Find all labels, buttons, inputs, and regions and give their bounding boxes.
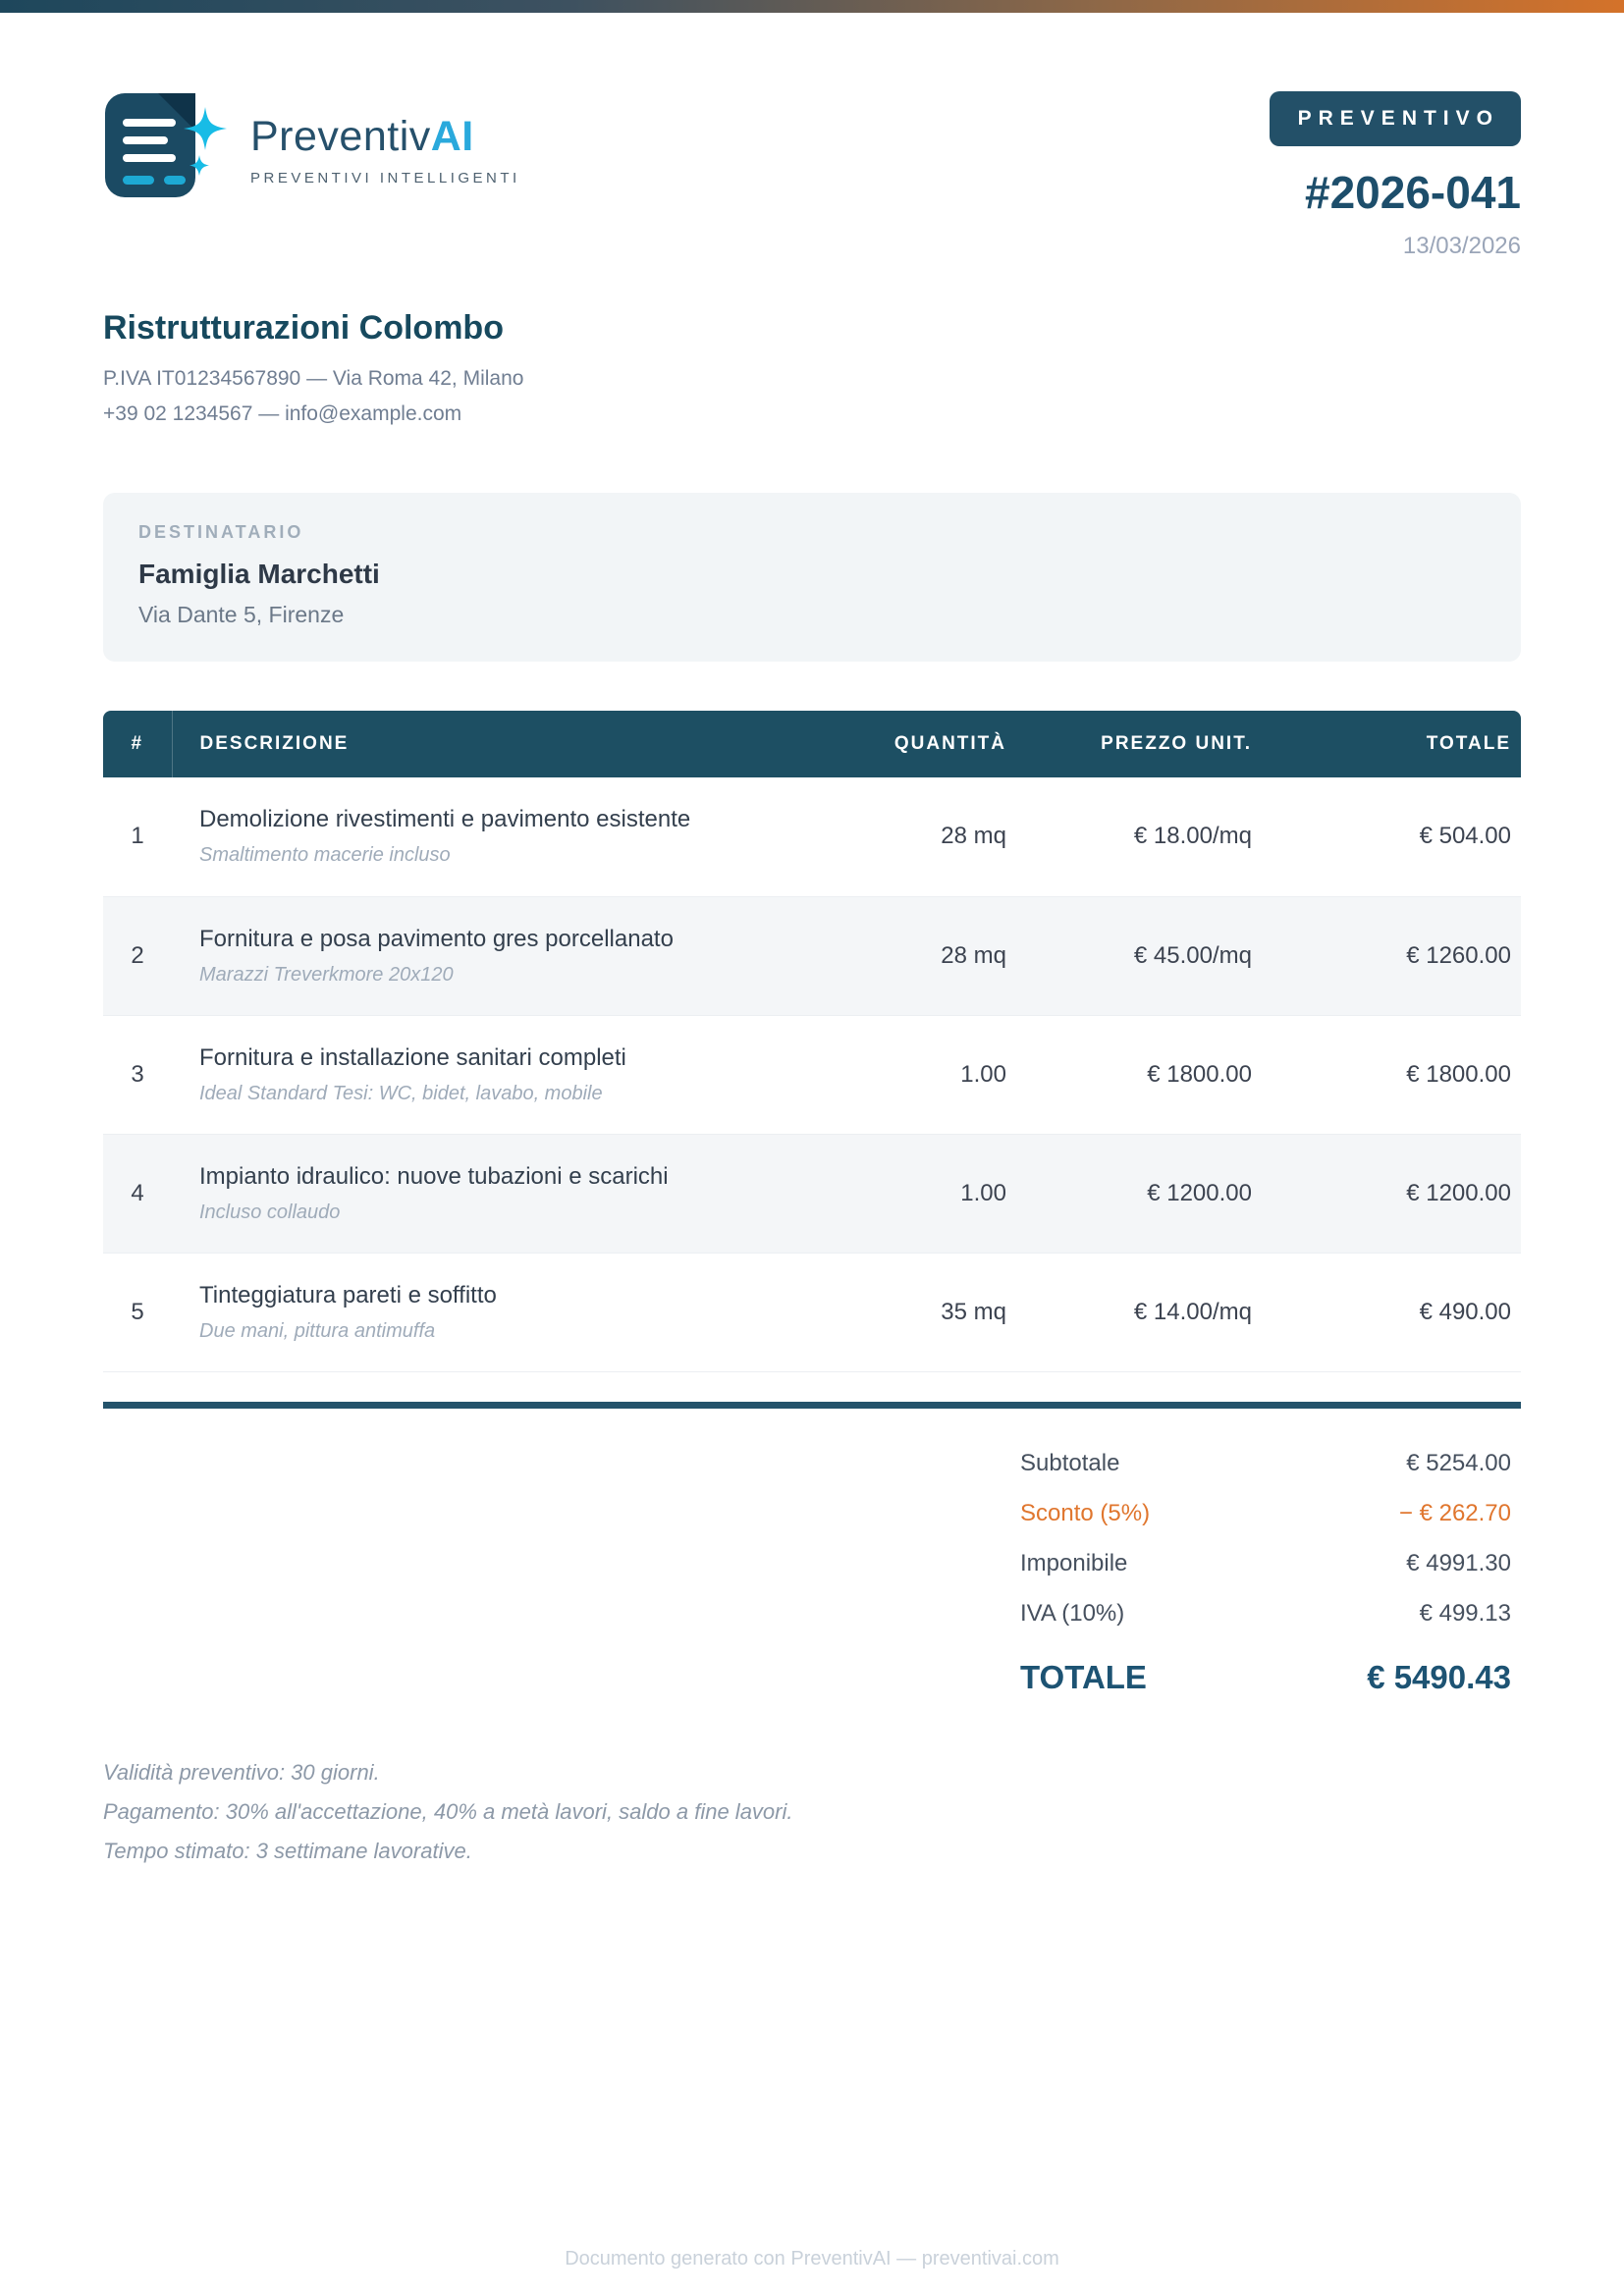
- item-description: Impianto idraulico: nuove tubazioni e scarichi: [199, 1162, 669, 1190]
- totals-divider: [103, 1402, 1521, 1409]
- column-header-unit-price: PREZZO UNIT.: [1006, 711, 1252, 777]
- generated-by-footer: Documento generato con PreventivAI — preventivai.com: [565, 2248, 1059, 2269]
- item-quantity: 1.00: [960, 1179, 1006, 1206]
- item-number: 1: [131, 823, 144, 850]
- brand-name-accent: AI: [430, 113, 474, 160]
- item-description: Demolizione rivestimenti e pavimento esistente: [199, 806, 691, 833]
- item-total: € 490.00: [1419, 1298, 1511, 1325]
- discount-row: [1020, 1500, 1511, 1527]
- grand-total-label: TOTALE: [1020, 1658, 1147, 1695]
- table-row: [103, 896, 1521, 1015]
- vat-row: [1020, 1600, 1511, 1628]
- item-total: € 504.00: [1419, 823, 1511, 850]
- company-name: Ristrutturazioni Colombo: [103, 309, 504, 347]
- recipient-box: [103, 493, 1521, 662]
- item-quantity: 28 mq: [941, 823, 1006, 850]
- company-contact-line2: +39 02 1234567 — info@example.com: [103, 402, 462, 425]
- item-number: 4: [131, 1179, 144, 1206]
- column-header-description: DESCRIZIONE: [172, 711, 751, 777]
- document-page: [0, 91, 1624, 1871]
- item-note: Ideal Standard Tesi: WC, bidet, lavabo, mobile: [199, 1082, 603, 1104]
- company-contact: [103, 361, 1521, 432]
- item-note: Smaltimento macerie incluso: [199, 844, 451, 867]
- document-type-badge: PREVENTIVO: [1270, 91, 1521, 146]
- item-note: Incluso collaudo: [199, 1201, 341, 1223]
- column-header-total: TOTALE: [1252, 711, 1521, 777]
- quote-date: 13/03/2026: [1402, 233, 1521, 259]
- item-quantity: 35 mq: [941, 1298, 1006, 1325]
- subtotal-row: [1020, 1450, 1511, 1477]
- item-description-cell: [172, 896, 751, 1015]
- brand-logo: [103, 91, 520, 204]
- document-meta: [1270, 91, 1521, 260]
- taxable-value: € 4991.30: [1406, 1549, 1511, 1576]
- note-payment: Pagamento: 30% all'accettazione, 40% a metà lavori, saldo a fine lavori.: [103, 1798, 793, 1824]
- item-description: Fornitura e installazione sanitari completi: [199, 1043, 626, 1071]
- item-total: € 1200.00: [1406, 1179, 1511, 1206]
- grand-total-row: [1020, 1659, 1511, 1696]
- brand-wordmark: [250, 113, 520, 161]
- items-table: [103, 711, 1521, 1372]
- table-row: [103, 777, 1521, 896]
- vat-value: € 499.13: [1419, 1599, 1511, 1627]
- item-description-cell: [172, 1015, 751, 1134]
- note-validity: Validità preventivo: 30 giorni.: [103, 1759, 380, 1785]
- table-row: [103, 1134, 1521, 1253]
- item-description-cell: [172, 1253, 751, 1371]
- item-quantity: 1.00: [960, 1060, 1006, 1088]
- recipient-label: DESTINATARIO: [138, 522, 304, 542]
- item-note: Due mani, pittura antimuffa: [199, 1319, 436, 1342]
- brand-name-primary: Preventiv: [250, 113, 431, 160]
- item-total: € 1800.00: [1406, 1060, 1511, 1088]
- column-header-quantity: QUANTITÀ: [751, 711, 1006, 777]
- brand-tagline: PREVENTIVI INTELLIGENTI: [250, 170, 520, 187]
- document-sparkle-logo-icon: [103, 91, 229, 204]
- item-number: 5: [131, 1298, 144, 1325]
- recipient-name: Famiglia Marchetti: [138, 559, 380, 589]
- item-unit-price: € 18.00/mq: [1133, 823, 1252, 850]
- item-quantity: 28 mq: [941, 941, 1006, 969]
- item-total: € 1260.00: [1406, 941, 1511, 969]
- company-block: [103, 309, 1521, 432]
- item-unit-price: € 45.00/mq: [1133, 941, 1252, 969]
- quote-number: #2026-041: [1305, 167, 1521, 218]
- recipient-address: Via Dante 5, Firenze: [138, 602, 345, 627]
- item-number: 2: [131, 941, 144, 969]
- item-description: Fornitura e posa pavimento gres porcellanato: [199, 925, 674, 952]
- discount-value: − € 262.70: [1398, 1499, 1511, 1526]
- items-table-header: [103, 711, 1521, 777]
- vat-label: IVA (10%): [1020, 1599, 1125, 1627]
- subtotal-value: € 5254.00: [1406, 1449, 1511, 1476]
- top-gradient-bar: [0, 0, 1624, 13]
- note-timeline: Tempo stimato: 3 settimane lavorative.: [103, 1838, 472, 1863]
- company-contact-line1: P.IVA IT01234567890 — Via Roma 42, Milano: [103, 367, 524, 390]
- discount-label: Sconto (5%): [1020, 1499, 1151, 1526]
- brand-text: [250, 91, 520, 187]
- item-note: Marazzi Treverkmore 20x120: [199, 963, 454, 986]
- item-description-cell: [172, 777, 751, 896]
- totals-section: [1020, 1450, 1511, 1696]
- taxable-label: Imponibile: [1020, 1549, 1128, 1576]
- grand-total-value: € 5490.43: [1367, 1658, 1511, 1695]
- subtotal-label: Subtotale: [1020, 1449, 1120, 1476]
- table-row: [103, 1253, 1521, 1371]
- table-row: [103, 1015, 1521, 1134]
- item-unit-price: € 14.00/mq: [1133, 1298, 1252, 1325]
- item-number: 3: [131, 1060, 144, 1088]
- document-header: [103, 91, 1521, 260]
- terms-notes: [103, 1753, 1521, 1871]
- taxable-row: [1020, 1550, 1511, 1577]
- item-description-cell: [172, 1134, 751, 1253]
- item-unit-price: € 1200.00: [1147, 1179, 1252, 1206]
- column-header-num: #: [103, 711, 172, 777]
- item-description: Tinteggiatura pareti e soffitto: [199, 1281, 497, 1308]
- item-unit-price: € 1800.00: [1147, 1060, 1252, 1088]
